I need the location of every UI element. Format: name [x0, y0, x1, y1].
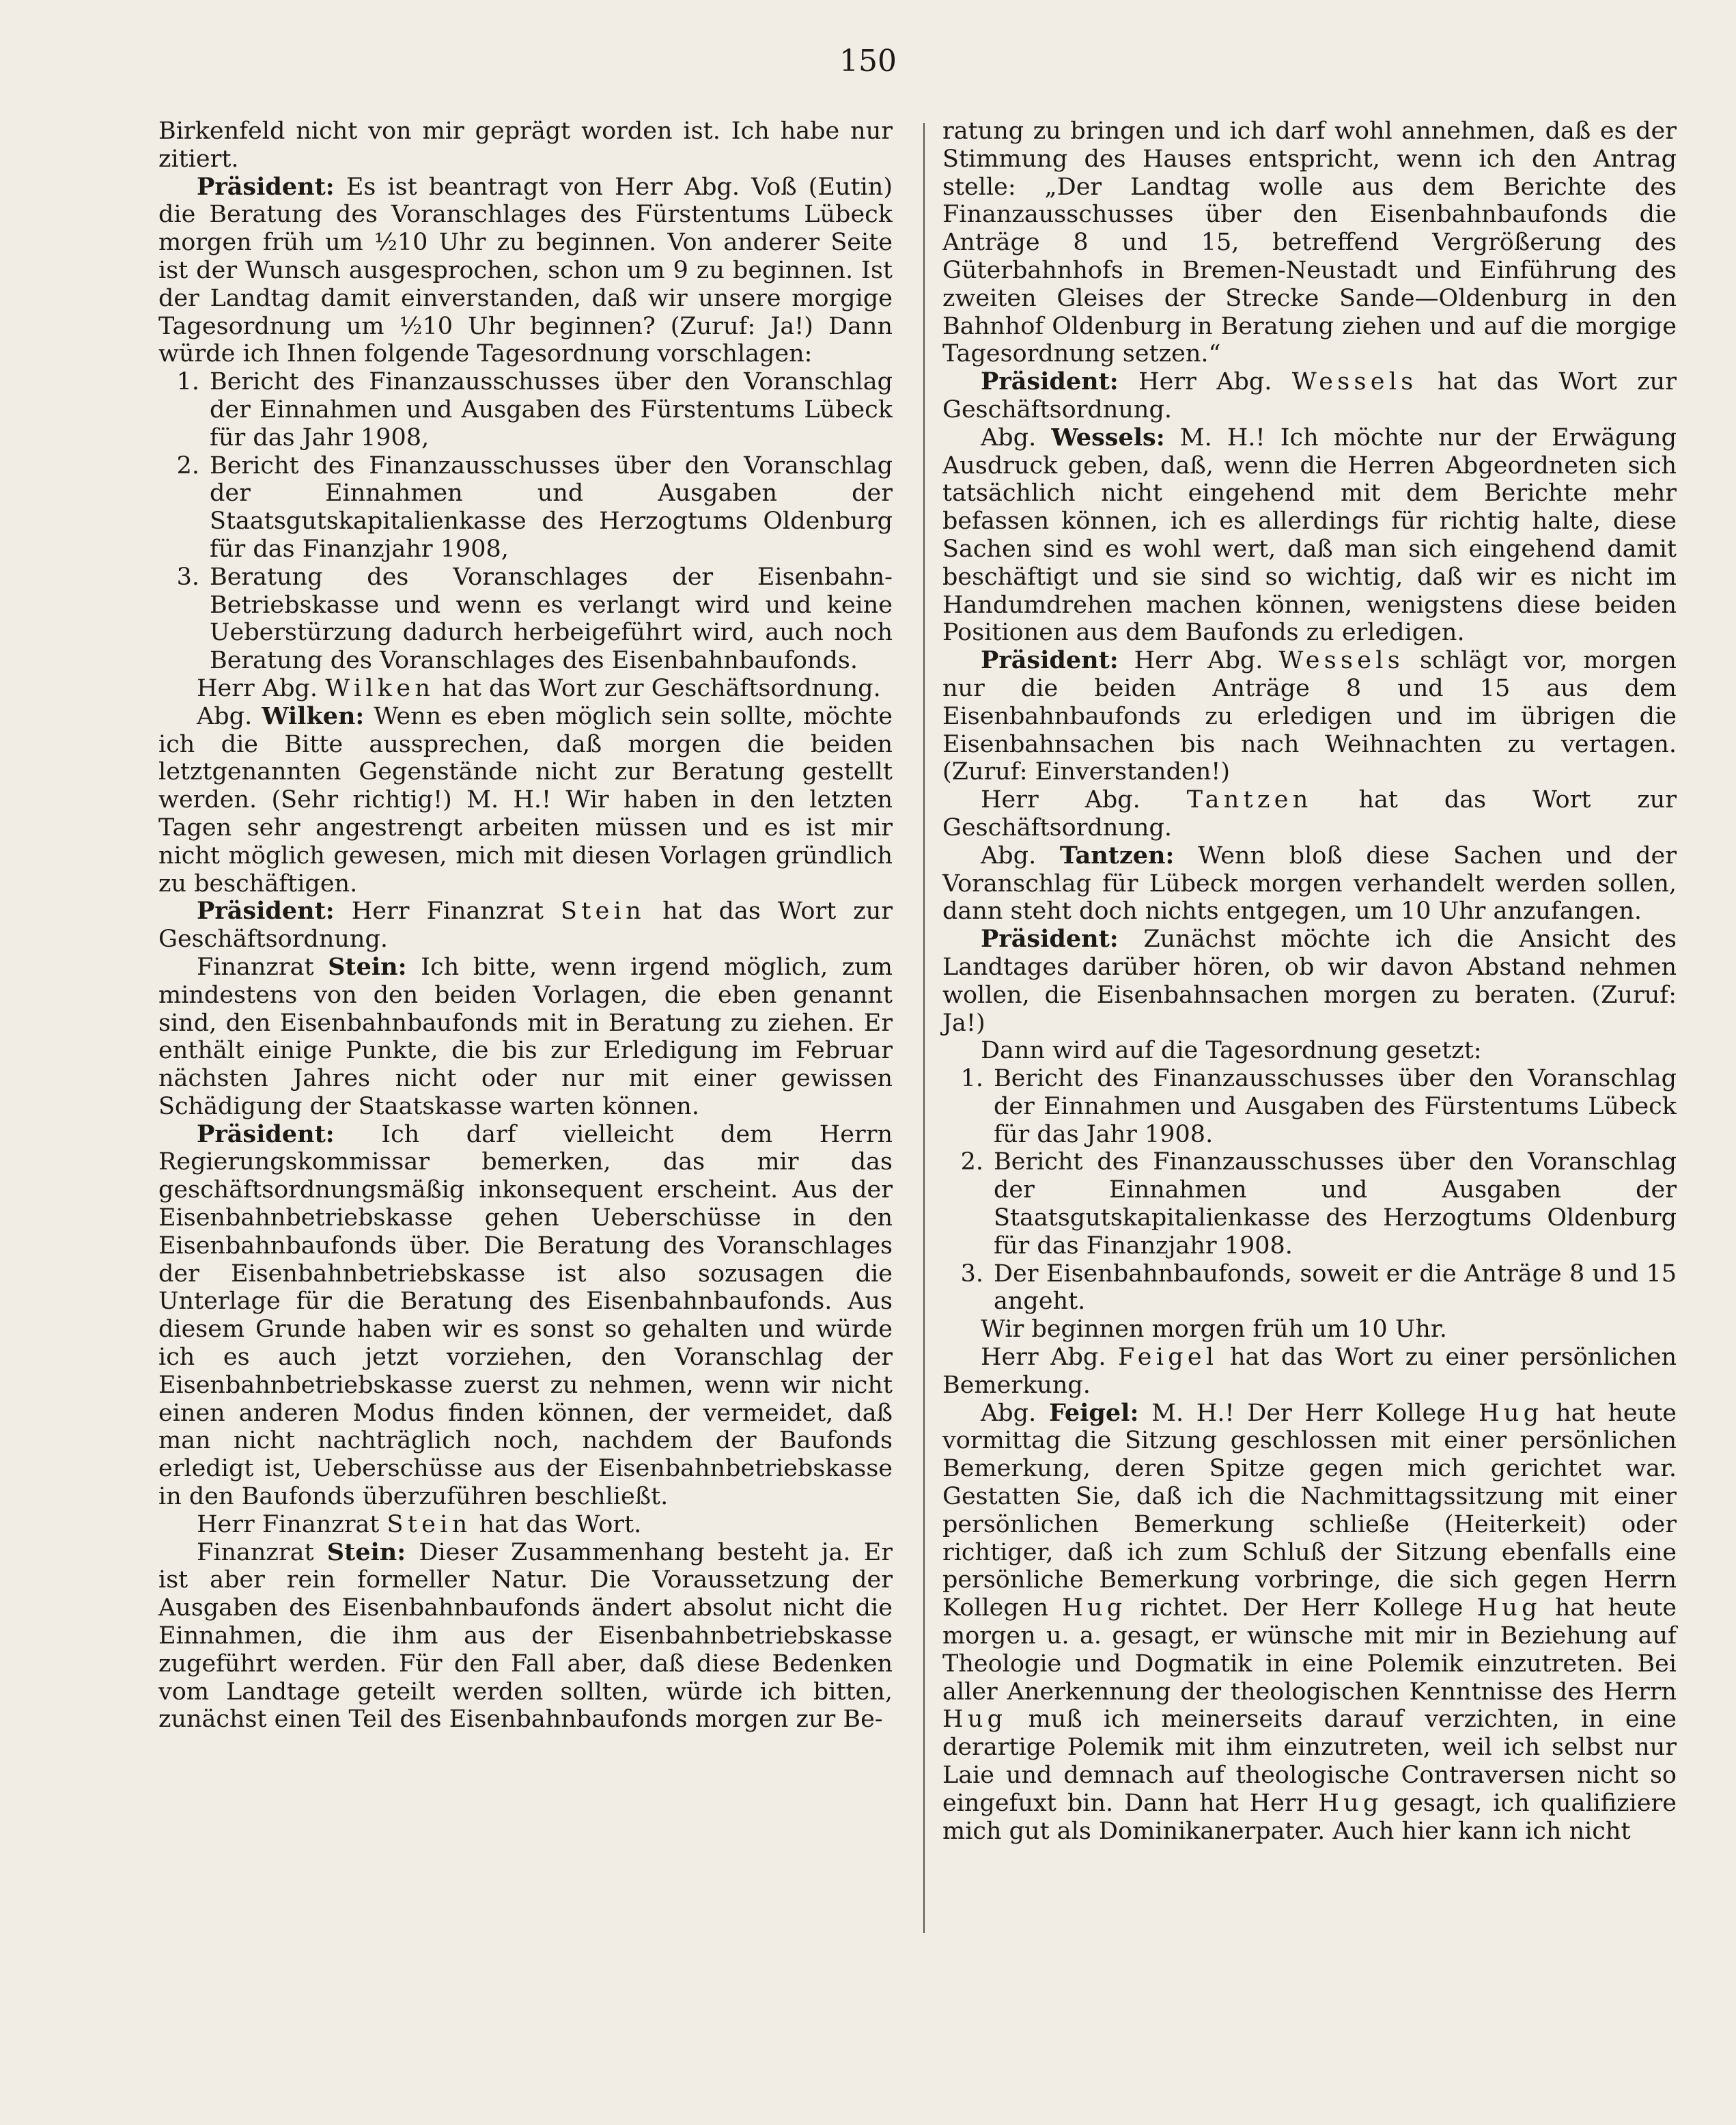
speaker-prefix: Abg.	[197, 702, 253, 730]
speaker-label: Präsident:	[981, 646, 1119, 675]
text-run: hat heute vormittag die Sitzung geschlossen mit einer persönlichen Bemerkung, deren Spitze gegen mich gerichtet war. Gestatten Sie, daß ich die Nachmittagssitzung mit einer persönlichen Bemerkung schließe (Heiterkeit) oder richtiger, daß ich zum Schluß der Sitzung ebenfalls eine persönliche Bemerkung vorbringe, die sich gegen Herrn Kollegen	[942, 1399, 1677, 1622]
text-run: hat das Wort zu einer persönlichen Bemerkung.	[942, 1344, 1677, 1399]
paragraph	[158, 1511, 893, 1539]
agenda-number: 2.	[960, 1148, 983, 1176]
speech-paragraph	[158, 1121, 893, 1511]
speaker-prefix: Finanzrat	[197, 953, 314, 981]
speaker-label: Präsident:	[981, 367, 1119, 396]
agenda-number: 2.	[176, 452, 199, 480]
right-column	[942, 117, 1677, 1845]
speech-paragraph	[942, 368, 1677, 424]
agenda-text: Bericht des Finanzausschusses über den Voranschlag der Einnahmen und Ausgaben der Staatsgutskapitalienkasse des Herzogtums Oldenburg für das Finanzjahr 1908.	[994, 1148, 1677, 1260]
speaker-label: Stein:	[328, 952, 407, 981]
paragraph: Dann wird auf die Tagesordnung gesetzt:	[981, 1037, 1482, 1065]
member-name: Feigel	[1118, 1344, 1218, 1372]
agenda-number: 3.	[960, 1260, 983, 1288]
agenda-item	[158, 368, 893, 452]
page-number: 150	[839, 44, 897, 79]
text-run: hat das Wort zur Geschäftsordnung.	[942, 368, 1677, 423]
speech-paragraph	[158, 898, 893, 954]
speaker-prefix: Abg.	[981, 423, 1037, 452]
text-run: hat heute morgen u. a. gesagt, er wünsche mit mir in Beziehung auf Theologie und Dogmatik in eine Polemik einzutreten. Bei aller Anerkennung der theologischen Kenntnisse des Herrn	[942, 1594, 1677, 1706]
member-name: Stein	[561, 898, 646, 926]
speech-text: Ich darf vielleicht dem Herrn Regierungskommissar bemerken, das mir das geschäftsordnungsmäßig inkonsequent erscheint. Aus der Eisenbahnbetriebskasse gehen Ueberschüsse in den Eisenbahnbaufonds über. Die Beratung des Voranschlages der Eisenbahnbetriebskasse ist also sozusagen die Unterlage für die Beratung des Eisenbahnbaufonds. Aus diesem Grunde haben wir es sonst so gehalten und würde ich es auch jetzt vorziehen, den Voranschlag der Eisenbahnbetriebskasse zuerst zu nehmen, wenn wir nicht einen anderen Modus finden können, der vermeidet, daß man nicht nachträglich noch, nachdem der Baufonds erledigt ist, Ueberschüsse aus der Eisenbahnbetriebskasse in den Baufonds überzuführen beschließt.	[158, 1120, 893, 1511]
speaker-label: Tantzen:	[1059, 841, 1175, 870]
agenda-item	[942, 1260, 1677, 1316]
agenda-text: Beratung des Voranschlages der Eisenbahn-Betriebskasse und wenn es verlangt wird und keine Ueberstürzung dadurch herbeigeführt wird, auch noch Beratung des Voranschlages des Eisenbahnbaufonds.	[210, 563, 893, 675]
speaker-label: Feigel:	[1048, 1398, 1139, 1427]
member-name: Hug	[1318, 1789, 1383, 1817]
text-run: Herr Abg.	[1134, 647, 1263, 675]
speech-text: M. H.! Ich möchte nur der Erwägung Ausdruck geben, daß, wenn die Herren Abgeordneten sich tatsächlich nicht eingehend mit dem Berichte mehr befassen können, ich es allerdings für richtig halte, diese Sachen sind es wohl wert, daß man sich eingehend damit beschäftigt und sie sind so wichtig, daß wir es nicht im Handumdrehen machen können, wenigstens diese beiden Positionen aus dem Baufonds zu erledigen.	[942, 423, 1677, 647]
speaker-prefix: Finanzrat	[197, 1538, 314, 1566]
text-run: Herr Abg.	[197, 674, 318, 702]
member-name: Wessels	[1291, 368, 1418, 396]
agenda-item	[158, 452, 893, 564]
text-run: hat das Wort zur Geschäftsordnung.	[942, 786, 1677, 842]
speaker-label: Präsident:	[197, 172, 335, 201]
text-run: hat das Wort zur Geschäftsordnung.	[158, 898, 893, 954]
speech-paragraph	[942, 926, 1677, 1037]
speech-paragraph	[942, 1400, 1677, 1846]
text-run: muß ich meinerseits darauf verzichten, in eine derartige Polemik mit ihm einzutreten, weil ich selbst nur Laie und demnach auf theologische Contraversen nicht so eingefuxt bin. Dann hat Herr	[942, 1706, 1677, 1817]
speaker-label: Präsident:	[197, 897, 335, 926]
text-run: Herr Finanzrat	[197, 1510, 380, 1538]
text-run: M. H.! Der Herr Kollege	[1151, 1399, 1466, 1427]
text-run: Herr Finanzrat	[351, 898, 544, 926]
speaker-label: Präsident:	[981, 925, 1119, 954]
text-run: gesagt, ich qualifiziere mich gut als Dominikanerpater. Auch hier kann ich nicht	[942, 1789, 1677, 1845]
member-name: Stein	[387, 1510, 472, 1538]
speech-text: Ich bitte, wenn irgend möglich, zum mindestens von den beiden Vorlagen, die eben genannt sind, den Eisenbahnbaufonds mit in Beratung zu ziehen. Er enthält einige Punkte, die bis zur Erledigung im Februar nächsten Jahres nicht oder nur mit einer gewissen Schädigung der Staatskasse warten können.	[158, 953, 893, 1120]
paragraph	[158, 675, 893, 703]
member-name: Hug	[942, 1706, 1007, 1734]
left-column	[158, 117, 893, 1734]
speech-paragraph	[158, 703, 893, 898]
text-run: Herr Abg.	[981, 786, 1140, 814]
speech-paragraph	[158, 1539, 893, 1734]
speech-text: Es ist beantragt von Herr Abg. Voß (Eutin) die Beratung des Voranschlages des Fürstentums Lübeck morgen früh um ½10 Uhr zu beginnen. Von anderer Seite ist der Wunsch ausgesprochen, schon um 9 zu beginnen. Ist der Landtag damit einverstanden, daß wir unsere morgige Tagesordnung um ½10 Uhr beginnen? (Zuruf: Ja!) Dann würde ich Ihnen folgende Tagesordnung vorschlagen:	[158, 173, 893, 368]
speaker-label: Wilken:	[262, 702, 365, 730]
speech-paragraph	[158, 173, 893, 369]
member-name: Hug	[1479, 1399, 1543, 1427]
paragraph: Wir beginnen morgen früh um 10 Uhr.	[981, 1316, 1447, 1344]
speaker-label: Präsident:	[197, 1120, 335, 1148]
paragraph	[942, 786, 1677, 842]
speech-text: Zunächst möchte ich die Ansicht des Landtages darüber hören, ob wir davon Abstand nehmen wollen, die Eisenbahnsachen morgen zu beraten. (Zuruf: Ja!)	[942, 926, 1677, 1037]
column-divider	[923, 123, 925, 1933]
member-name: Tantzen	[1186, 786, 1313, 814]
agenda-text: Der Eisenbahnbaufonds, soweit er die Anträge 8 und 15 angeht.	[994, 1260, 1677, 1316]
paragraph: ratung zu bringen und ich darf wohl annehmen, daß es der Stimmung des Hauses entspricht, wenn ich den Antrag stelle: „Der Landtag wolle aus dem Berichte des Finanzausschusses über den Eisenbahnbaufonds die Anträge 8 und 15, betreffend Vergrößerung des Güterbahnhofs in Bremen-Neustadt und Einführung des zweiten Gleises der Strecke Sande—Oldenburg in den Bahnhof Oldenburg in Beratung ziehen und auf die morgige Tagesordnung setzen.“	[942, 117, 1677, 368]
speaker-prefix: Abg.	[981, 842, 1037, 870]
speech-text: Wenn bloß diese Sachen und der Voranschlag für Lübeck morgen verhandelt werden sollen, dann steht doch nichts entgegen, um 10 Uhr anzufangen.	[942, 842, 1677, 926]
agenda-item	[942, 1065, 1677, 1148]
member-name: Hug	[1062, 1594, 1127, 1622]
text-run: Herr Abg.	[981, 1344, 1106, 1372]
text-run: hat das Wort.	[479, 1510, 642, 1538]
member-name: Hug	[1476, 1594, 1541, 1622]
member-name: Wilken	[325, 674, 435, 702]
agenda-item	[158, 564, 893, 675]
member-name: Wessels	[1278, 647, 1405, 675]
speech-text: Dieser Zusammenhang besteht ja. Er ist aber rein formeller Natur. Die Voraussetzung der Ausgaben des Eisenbahnbaufonds ändert absolut nicht die Einnahmen, die ihm aus der Eisenbahnbetriebskasse zugeführt werden. Für den Fall aber, daß diese Bedenken vom Landtage geteilt werden sollten, würde ich bitten, zunächst einen Teil des Eisenbahnbaufonds morgen zur Be-	[158, 1538, 893, 1734]
agenda-item	[942, 1148, 1677, 1260]
text-run: richtet. Der Herr Kollege	[1140, 1594, 1464, 1622]
text-run: schlägt vor, morgen nur die beiden Anträge 8 und 15 aus dem Eisenbahnbaufonds zu erledigen und im übrigen die Eisenbahnsachen bis nach Weihnachten zu vertagen. (Zuruf: Einverstanden!)	[942, 647, 1677, 786]
agenda-text: Bericht des Finanzausschusses über den Voranschlag der Einnahmen und Ausgaben des Fürstentums Lübeck für das Jahr 1908,	[210, 368, 893, 452]
speaker-label: Wessels:	[1051, 423, 1165, 452]
agenda-text: Bericht des Finanzausschusses über den Voranschlag der Einnahmen und Ausgaben des Fürstentums Lübeck für das Jahr 1908.	[994, 1065, 1677, 1148]
agenda-number: 1.	[960, 1065, 983, 1093]
speaker-prefix: Abg.	[981, 1399, 1037, 1427]
agenda-text: Bericht des Finanzausschusses über den Voranschlag der Einnahmen und Ausgaben der Staatsgutskapitalienkasse des Herzogtums Oldenburg für das Finanzjahr 1908,	[210, 452, 893, 563]
speaker-label: Stein:	[326, 1538, 406, 1566]
text-run: Herr Abg.	[1138, 368, 1272, 396]
speech-text: Wenn es eben möglich sein sollte, möchte ich die Bitte aussprechen, daß morgen die beiden letztgenannten Gegenstände nicht zur Beratung gestellt werden. (Sehr richtig!) M. H.! Wir haben in den letzten Tagen sehr angestrengt arbeiten müssen und es ist mir nicht möglich gewesen, mich mit diesen Vorlagen gründlich zu beschäftigen.	[158, 702, 893, 898]
paragraph: Birkenfeld nicht von mir geprägt worden ist. Ich habe nur zitiert.	[158, 117, 893, 173]
speech-paragraph	[942, 424, 1677, 647]
speech-paragraph	[942, 647, 1677, 786]
agenda-number: 1.	[176, 368, 199, 396]
speech-paragraph	[942, 842, 1677, 926]
text-run: hat das Wort zur Geschäftsordnung.	[442, 674, 881, 702]
paragraph	[942, 1344, 1677, 1400]
agenda-number: 3.	[176, 563, 199, 591]
speech-paragraph	[158, 954, 893, 1121]
